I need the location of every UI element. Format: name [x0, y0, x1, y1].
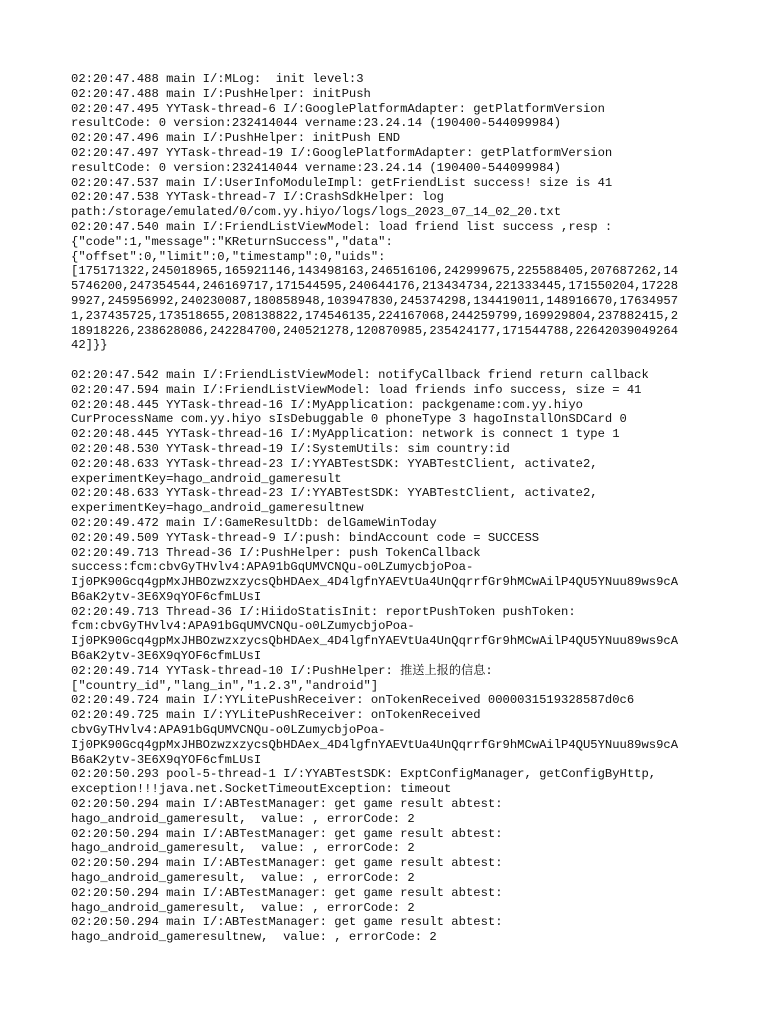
log-line: ["country_id","lang_in","1.2.3","android"] [71, 678, 379, 693]
log-line: fcm:cbvGyTHvlv4:APA91bGqUMVCNQu-o0LZumycbjoPoa- [71, 619, 415, 634]
log-line: 02:20:48.530 YYTask-thread-19 I/:SystemUtils: sim country:id [71, 441, 510, 456]
log-block-friend-list [71, 72, 711, 353]
log-line: 02:20:50.294 main I/:ABTestManager: get game result abtest: [71, 797, 503, 812]
log-line: {"offset":0,"limit":0,"timestamp":0,"uids": [71, 249, 386, 264]
log-line: CurProcessName com.yy.hiyo sIsDebuggable 0 phoneType 3 hagoInstallOnSDCard 0 [71, 412, 627, 427]
log-line: 02:20:47.488 main I/:MLog: init level:3 [71, 72, 364, 86]
log-line: 02:20:48.445 YYTask-thread-16 I/:MyApplication: packgename:com.yy.hiyo [71, 397, 583, 412]
log-line: exception!!!java.net.SocketTimeoutException: timeout [71, 782, 452, 797]
log-line: 02:20:47.537 main I/:UserInfoModuleImpl: getFriendList success! size is 41 [71, 175, 613, 190]
paragraph-gap [71, 353, 711, 368]
log-line: 02:20:49.714 YYTask-thread-10 I/:PushHelper: 推送上报的信息: [71, 663, 493, 678]
log-line: path:/storage/emulated/0/com.yy.hiyo/logs/logs_2023_07_14_02_20.txt [71, 205, 562, 220]
log-line: 02:20:49.472 main I/:GameResultDb: delGameWinToday [71, 515, 437, 530]
log-line: hago_android_gameresult, value: , errorCode: 2 [71, 841, 415, 856]
log-line: hago_android_gameresult, value: , errorCode: 2 [71, 811, 415, 826]
log-line: 02:20:50.294 main I/:ABTestManager: get game result abtest: [71, 915, 503, 930]
log-line: 02:20:49.724 main I/:YYLitePushReceiver: onTokenReceived 0000031519328587d0c6 [71, 693, 635, 708]
log-line: Ij0PK90Gcq4gpMxJHBOzwzxzycsQbHDAex_4D4lgfnYAEVtUa4UnQqrrfGr9hMCwAilP4QU5YNuu89ws9cA [71, 634, 679, 649]
log-line: Ij0PK90Gcq4gpMxJHBOzwzxzycsQbHDAex_4D4lgfnYAEVtUa4UnQqrrfGr9hMCwAilP4QU5YNuu89ws9cA [71, 575, 679, 590]
log-line: 42]}} [71, 338, 108, 353]
log-line: 02:20:48.633 YYTask-thread-23 I/:YYABTestSDK: YYABTestClient, activate2, [71, 486, 598, 501]
log-line: 02:20:50.294 main I/:ABTestManager: get game result abtest: [71, 826, 503, 841]
log-line: experimentKey=hago_android_gameresultnew [71, 501, 364, 516]
log-line: 9927,245956992,240230087,180858948,103947830,245374298,134419011,148916670,17634957 [71, 293, 679, 308]
log-line: 02:20:47.540 main I/:FriendListViewModel: load friend list success ,resp : [71, 219, 613, 234]
log-line: 02:20:49.725 main I/:YYLitePushReceiver: onTokenReceived [71, 708, 481, 723]
log-line: B6aK2ytv-3E6X9qYOF6cfmLUsI [71, 589, 262, 604]
log-line: 02:20:47.542 main I/:FriendListViewModel: notifyCallback friend return callback [71, 367, 649, 382]
log-line: hago_android_gameresult, value: , errorCode: 2 [71, 871, 415, 886]
log-line: 02:20:47.594 main I/:FriendListViewModel: load friends info success, size = 41 [71, 382, 642, 397]
log-line: cbvGyTHvlv4:APA91bGqUMVCNQu-o0LZumycbjoPoa- [71, 723, 386, 738]
log-line: 5746200,247354544,246169717,171544595,240644176,213434734,221333445,171550204,17228 [71, 279, 679, 294]
log-line: 02:20:50.294 main I/:ABTestManager: get game result abtest: [71, 885, 503, 900]
log-line: hago_android_gameresult, value: , errorCode: 2 [71, 900, 415, 915]
log-line: 02:20:47.538 YYTask-thread-7 I/:CrashSdkHelper: log [71, 190, 444, 205]
log-line: 02:20:47.497 YYTask-thread-19 I/:GooglePlatformAdapter: getPlatformVersion [71, 145, 613, 160]
log-line: 18918226,238628086,242284700,240521278,120870985,235424177,171544788,22642039049264 [71, 323, 679, 338]
log-line: success:fcm:cbvGyTHvlv4:APA91bGqUMVCNQu-o0LZumycbjoPoa- [71, 560, 474, 575]
log-block-push-abtest [71, 368, 711, 945]
log-line: Ij0PK90Gcq4gpMxJHBOzwzxzycsQbHDAex_4D4lgfnYAEVtUa4UnQqrrfGr9hMCwAilP4QU5YNuu89ws9cA [71, 737, 679, 752]
log-line: experimentKey=hago_android_gameresult [71, 471, 342, 486]
log-line: 02:20:49.509 YYTask-thread-9 I/:push: bindAccount code = SUCCESS [71, 530, 540, 545]
log-line: 02:20:47.496 main I/:PushHelper: initPush END [71, 131, 401, 146]
log-line: 02:20:47.488 main I/:PushHelper: initPush [71, 86, 371, 101]
log-line: {"code":1,"message":"KReturnSuccess","data": [71, 234, 393, 249]
log-line: hago_android_gameresultnew, value: , errorCode: 2 [71, 930, 437, 945]
log-line: resultCode: 0 version:232414044 vername:23.24.14 (190400-544099984) [71, 116, 562, 131]
log-line: B6aK2ytv-3E6X9qYOF6cfmLUsI [71, 649, 262, 664]
log-line: 02:20:49.713 Thread-36 I/:HiidoStatisInit: reportPushToken pushToken: [71, 604, 576, 619]
log-line: [175171322,245018965,165921146,143498163,246516106,242999675,225588405,207687262,14 [71, 264, 679, 279]
log-line: 02:20:50.294 main I/:ABTestManager: get game result abtest: [71, 856, 503, 871]
log-line: resultCode: 0 version:232414044 vername:23.24.14 (190400-544099984) [71, 160, 562, 175]
log-line: 02:20:49.713 Thread-36 I/:PushHelper: push TokenCallback [71, 545, 481, 560]
log-line: 02:20:50.293 pool-5-thread-1 I/:YYABTestSDK: ExptConfigManager, getConfigByHttp, [71, 767, 657, 782]
log-line: 02:20:47.495 YYTask-thread-6 I/:GooglePlatformAdapter: getPlatformVersion [71, 101, 605, 116]
log-line: 1,237435725,173518655,208138822,174546135,224167068,244259799,169929804,237882415,2 [71, 308, 679, 323]
log-document [71, 72, 711, 945]
log-line: 02:20:48.633 YYTask-thread-23 I/:YYABTestSDK: YYABTestClient, activate2, [71, 456, 598, 471]
log-line: B6aK2ytv-3E6X9qYOF6cfmLUsI [71, 752, 262, 767]
log-line: 02:20:48.445 YYTask-thread-16 I/:MyApplication: network is connect 1 type 1 [71, 427, 620, 442]
